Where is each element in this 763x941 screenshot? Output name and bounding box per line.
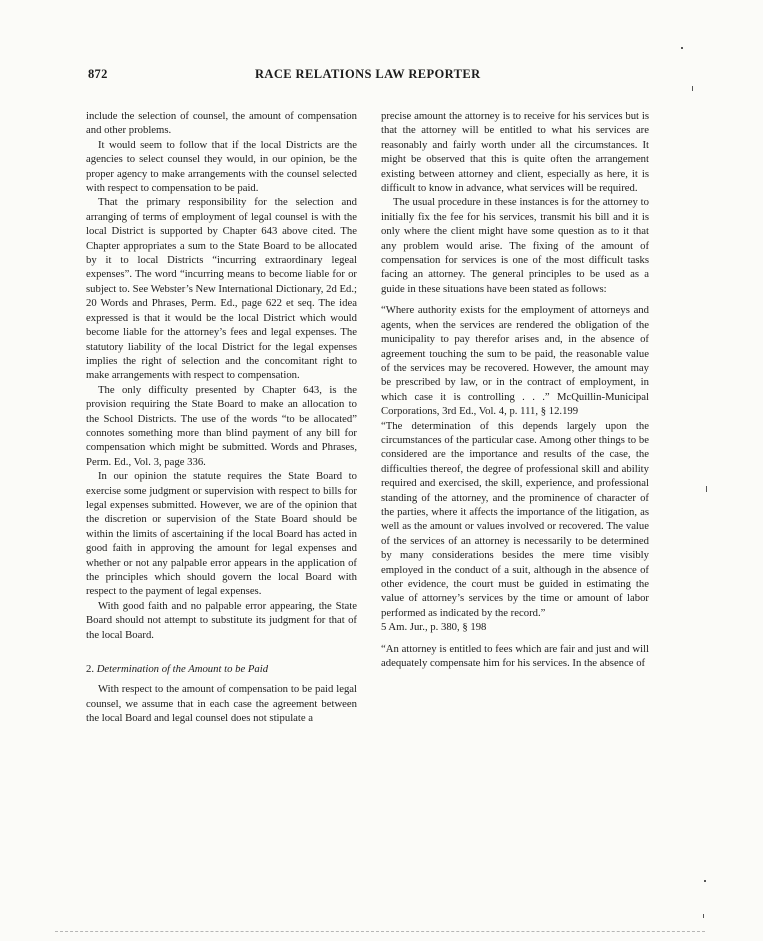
right-paragraph-2: The usual procedure in these instances is for the attorney to initially fix the fee for his services, transmit his bill and it is only where the client might have some question as to it that any problem would arise. The fixing of the amount of compensation for services is one of the most difficult tasks facing an attorney. The general principles to be used as a guide in these situations have been stated as follows: [381,196,649,295]
quotation-2: “The determination of this depends largely upon the circumstances of the particular case. Among other things to be considered are the importance and results of the case, the difficulties thereof, the degree of professional skill and ability required and exercised, the skill, experience, and professional standing of the attorney, and the prominence of character of the parties, where it affects the importance of the litigation, as well as the amount or values involved or recovered. The value of the services of an attorney is necessarily to be determined by many considerations besides the mere time visibly employed in the conduct of a suit, although in the absence of other evidence, the court must be guided in estimating the value of attorney’s services by the time or amount of labor performed as indicated by the record.” [381,419,649,619]
scan-edge-line [55,931,705,933]
scan-speck [681,47,683,49]
left-paragraph-1: include the selection of counsel, the amount of compensation and other problems. [86,110,357,137]
running-title: RACE RELATIONS LAW REPORTER [255,67,481,81]
left-paragraph-7: With respect to the amount of compensation to be paid legal counsel, we assume that in each case the agreement between the local Board and legal counsel does not stipulate a [86,683,357,725]
left-paragraph-4: The only difficulty presented by Chapter 643, is the provision requiring the State Board to make an allocation to the School Districts. The use of the words “to be allocated” connotes something more than blind payment of any bill for compensation which might be submitted. Words and Phrases, Perm. Ed., Vol. 3, page 336. [86,383,357,468]
right-column [381,109,649,670]
section-heading [86,662,357,676]
scan-speck [704,880,706,882]
quotation-1: “Where authority exists for the employment of attorneys and agents, when the services are rendered the obligation of the municipality to pay therefor arises and, in the absence of agreement touching the sum to be paid, the reasonable value of the services may be recovered. However, the amount may be prescribed by law, or in the contract of employment, in which case it is controlling . . .” McQuillin-Municipal Corporations, 3rd Ed., Vol. 4, p. 111, § 12.199 [381,304,649,418]
left-column [86,109,357,726]
page-number: 872 [88,67,108,81]
section-heading-number: 2. [86,663,95,676]
scan-speck [706,486,707,492]
quotation-2-citation: 5 Am. Jur., p. 380, § 198 [381,621,487,634]
scan-speck [692,86,693,91]
right-paragraph-1: precise amount the attorney is to receive for his services but is that the attorney will be entitled to what his services are reasonably and fairly worth under all the circumstances. It might be observed that this is quite often the arrangement existing between attorney and client, especially as here, it is difficult to know in advance, what services will be required. [381,110,649,195]
scan-speck [703,914,704,918]
left-paragraph-6: With good faith and no palpable error appearing, the State Board should not attempt to substitute its judgment for that of the local Board. [86,599,357,641]
left-paragraph-5: In our opinion the statute requires the State Board to exercise some judgment or supervision with respect to bills for legal expenses submitted. However, we are of the opinion that the discretion or supervision of the State Board should be within the limits of ascertaining if the local Board has acted in good faith in approving the amount for legal expenses and whether or not any palpable error appears in the application of the principles which should govern the local Board with respect to the payment of legal expenses. [86,470,357,598]
section-heading-text: Determination of the Amount to be Paid [96,663,269,676]
left-paragraph-3: That the primary responsibility for the selection and arranging of terms of employment of legal counsel is with the local District is supported by Chapter 643 above cited. The Chapter appropriates a sum to the State Board to be allocated by it to local Districts “incurring extraordinary legeal expenses”. The word “incurring means to become liable for or subject to. See Webster’s New International Dictionary, 2d Ed.; 20 Words and Phrases, Perm. Ed., page 622 et seq. The idea expressed is that it would be the local District which would become liable for the attorney’s fees and legal expenses. The statutory liability of the local District for the legal expenses implies the right of selection and the concomitant right to make arrangements with respect to compensation. [86,196,357,382]
quotation-3: “An attorney is entitled to fees which are fair and just and will adequately compensate him for his services. In the absence of [381,642,649,670]
left-paragraph-2: It would seem to follow that if the local Districts are the agencies to select counsel they would, in our opinion, be the proper agency to make arrangements with the counsel selected with respect to compensation to be paid. [86,138,357,195]
